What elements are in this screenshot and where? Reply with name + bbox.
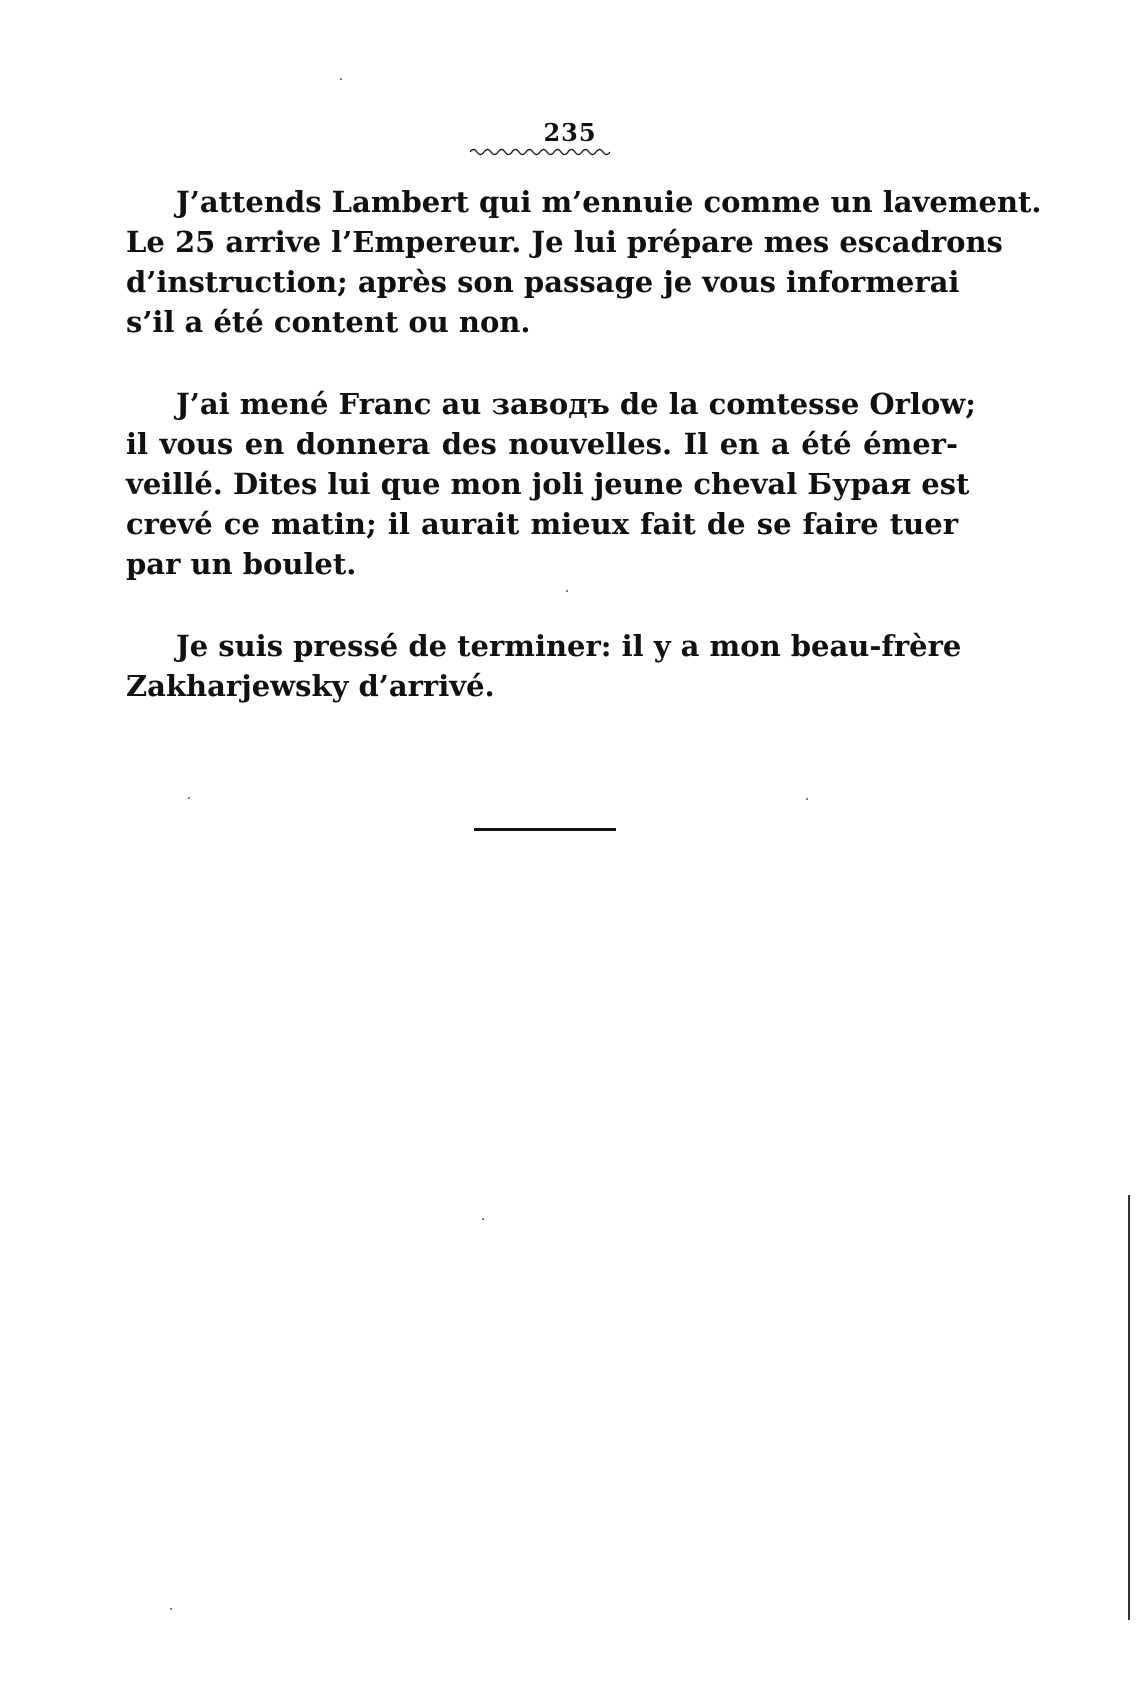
text-line: veillé. Dites lui que mon joli jeune cheval Бурая est — [126, 467, 970, 501]
end-rule — [474, 828, 616, 831]
text-line: J’ai mené Franc au заводъ de la comtesse Orlow; — [176, 387, 976, 421]
text-line: Le 25 arrive l’Empereur. Je lui prépare mes escadrons — [126, 225, 1003, 259]
scan-edge-line — [1128, 1195, 1130, 1620]
text-line: d’instruction; après son passage je vous informerai — [126, 265, 960, 299]
text-line: s’il a été content ou non. — [126, 305, 531, 339]
scan-speck — [482, 1218, 484, 1220]
page-number: 235 — [543, 118, 597, 147]
text-line: Zakharjewsky d’arrivé. — [126, 669, 495, 703]
scan-speck — [170, 1608, 172, 1610]
text-line: Je suis pressé de terminer: il y a mon beau-frère — [176, 629, 962, 663]
text-line: il vous en donnera des nouvelles. Il en a été émer- — [126, 427, 958, 461]
paragraph-2 — [126, 384, 976, 584]
paragraph-1 — [126, 182, 1042, 342]
text-line: par un boulet. — [126, 547, 357, 581]
scan-speck — [566, 590, 568, 592]
scan-speck — [340, 78, 342, 80]
text-line: J’attends Lambert qui m’ennuie comme un lavement. — [176, 185, 1042, 219]
scan-speck — [188, 797, 190, 799]
scan-speck — [806, 798, 808, 800]
letter-text — [126, 182, 1042, 748]
text-line: crevé ce matin; il aurait mieux fait de se faire tuer — [126, 507, 958, 541]
wavy-ornament-rule — [470, 147, 610, 157]
paragraph-3 — [126, 626, 962, 706]
